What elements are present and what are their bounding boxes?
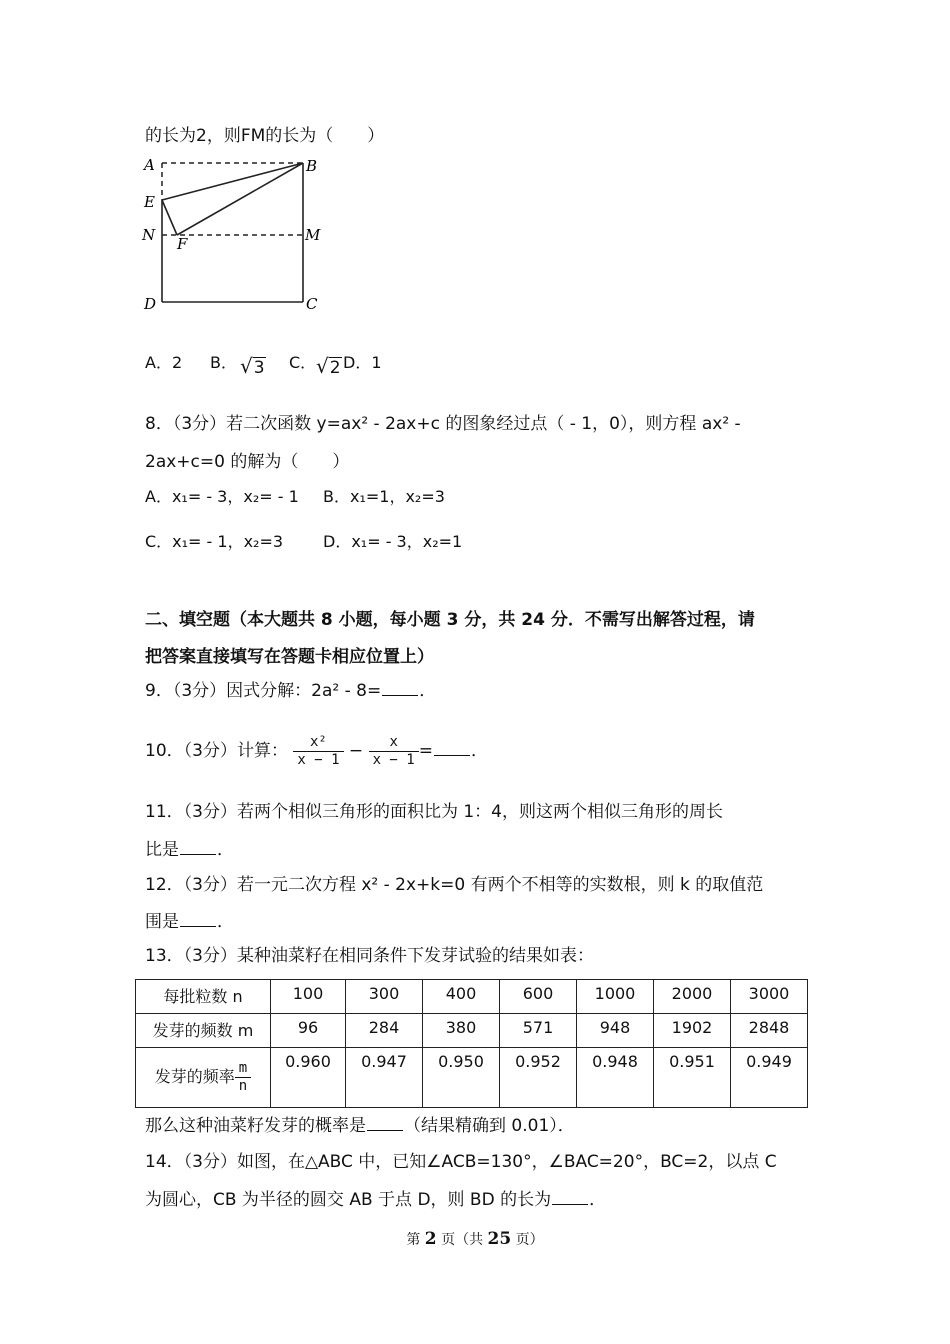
q10-text: 10．（3分）计算： (145, 741, 288, 761)
footer-post: 页） (511, 1232, 544, 1248)
n-cell: 1000 (577, 980, 654, 1014)
q12-line2-text: 围是 (145, 912, 179, 932)
row-label-frequency (136, 1048, 271, 1108)
q10-eq: = (418, 741, 433, 761)
section2-heading-line2: 把答案直接填写在答题卡相应位置上） (145, 647, 434, 667)
label-M: M (305, 226, 321, 244)
q14-line2-text: 为圆心，CB 为半径的圆交 AB 于点 D，则 BD 的长为 (145, 1190, 552, 1210)
q13-after (145, 1114, 575, 1138)
label-C: C (306, 295, 318, 313)
f-cell: 0.960 (271, 1048, 346, 1108)
q9-end: ． (419, 681, 437, 701)
n-cell: 2000 (654, 980, 731, 1014)
f-cell: 0.947 (346, 1048, 423, 1108)
q9-text: 9．（3分）因式分解：2a² ‑ 8= (145, 681, 382, 701)
q13-blank (367, 1116, 403, 1131)
q12-line1: 12．（3分）若一元二次方程 x² ‑ 2x+k=0 有两个不相等的实数根，则 k 的取值范 (145, 875, 764, 895)
page-footer (0, 1229, 950, 1249)
q7-tail: 的长为2，则FM的长为（ ） (145, 126, 385, 146)
n-cell: 400 (423, 980, 500, 1014)
q9 (145, 679, 436, 703)
q12-end: ． (217, 912, 234, 932)
m-cell: 948 (577, 1014, 654, 1048)
m-over-n-fraction (235, 1060, 251, 1095)
q11-blank (180, 840, 216, 855)
n-cell: 600 (500, 980, 577, 1014)
footer-total-pages: 25 (487, 1229, 512, 1249)
q10-end: ． (470, 741, 488, 761)
m-cell: 380 (423, 1014, 500, 1048)
q12-line2 (145, 910, 234, 934)
row-label-m: 发芽的频数 m (136, 1014, 271, 1048)
q7-figure (140, 152, 330, 317)
q10-blank (434, 741, 470, 756)
footer-page-number: 2 (424, 1229, 437, 1249)
section2-heading-line1: 二、填空题（本大题共 8 小题，每小题 3 分，共 24 分．不需写出解答过程，请 (145, 610, 755, 630)
m-cell: 2848 (731, 1014, 808, 1048)
label-A: A (144, 156, 155, 174)
q7-option-c-value: 2 (329, 358, 341, 378)
row-label-frequency-text: 发芽的频率 (154, 1066, 235, 1086)
n-cell: 100 (271, 980, 346, 1014)
q7-option-b: B． (210, 353, 237, 372)
m-cell: 1902 (654, 1014, 731, 1048)
q11-end: ． (217, 840, 234, 860)
q11-line1: 11．（3分）若两个相似三角形的面积比为 1：4，则这两个相似三角形的周长 (145, 802, 723, 822)
f-cell: 0.949 (731, 1048, 808, 1108)
label-E: E (144, 193, 155, 211)
q13-after-end: （结果精确到 0.01）． (404, 1116, 575, 1136)
f-cell: 0.951 (654, 1048, 731, 1108)
q10-fraction-2 (369, 734, 419, 769)
q10-frac2-num: x (389, 733, 398, 750)
n-cell: 300 (346, 980, 423, 1014)
q8-option-b: B．x₁=1，x₂=3 (323, 487, 445, 506)
m-cell: 96 (271, 1014, 346, 1048)
q13-table (135, 979, 808, 1108)
q7-option-c-root: √2 (316, 354, 341, 378)
q10-frac2-den: x − 1 (369, 751, 419, 769)
q10-frac1-den: x − 1 (293, 751, 343, 769)
q11-line2 (145, 838, 234, 862)
q14-line2 (145, 1188, 606, 1212)
q7-option-b-root: √3 (240, 354, 265, 378)
m-cell: 284 (346, 1014, 423, 1048)
q12-blank (180, 912, 216, 927)
table-row-n (136, 980, 808, 1014)
edge-EF (162, 200, 177, 235)
label-N: N (142, 226, 156, 244)
q14-end: ． (589, 1190, 607, 1210)
m-cell: 571 (500, 1014, 577, 1048)
edge-FB (177, 163, 303, 235)
q7-option-c: C． (289, 353, 317, 372)
row-label-n: 每批粒数 n (136, 980, 271, 1014)
f-cell: 0.952 (500, 1048, 577, 1108)
q7-option-a: A．2 (145, 353, 183, 372)
table-row-frequency (136, 1048, 808, 1108)
q7-option-d: D．1 (343, 353, 382, 372)
footer-pre: 第 (406, 1232, 425, 1248)
label-F: F (177, 235, 188, 253)
frac-n: n (235, 1077, 251, 1095)
q13-intro: 13．（3分）某种油菜籽在相同条件下发芽试验的结果如表： (145, 946, 594, 966)
q14-line1: 14．（3分）如图，在△ABC 中，已知∠ACB=130°，∠BAC=20°，BC=2，以点 C (145, 1152, 777, 1172)
q10-fraction-1 (293, 734, 343, 769)
q10-frac1-num: x² (310, 733, 327, 750)
q8-option-a: A．x₁= ‑ 3，x₂= ‑ 1 (145, 487, 299, 506)
q7-option-b-value: 3 (253, 358, 265, 378)
table-row-m (136, 1014, 808, 1048)
edge-EB (162, 163, 303, 200)
q10 (145, 727, 488, 775)
label-D: D (144, 295, 157, 313)
q14-blank (552, 1190, 588, 1205)
q8-line2: 2ax+c=0 的解为（ ） (145, 452, 350, 472)
q8-option-d: D．x₁= ‑ 3，x₂=1 (323, 532, 463, 551)
q8-option-c: C．x₁= ‑ 1，x₂=3 (145, 532, 284, 551)
footer-mid: 页（共 (436, 1232, 488, 1248)
q13-after-text: 那么这种油菜籽发芽的概率是 (145, 1116, 366, 1136)
q10-minus: − (348, 741, 364, 761)
f-cell: 0.948 (577, 1048, 654, 1108)
f-cell: 0.950 (423, 1048, 500, 1108)
q11-line2-text: 比是 (145, 840, 179, 860)
q9-blank (382, 681, 418, 696)
n-cell: 3000 (731, 980, 808, 1014)
q8-line1: 8．（3分）若二次函数 y=ax² ‑ 2ax+c 的图象经过点（ ‑ 1，0），则方程 ax² ‑ (145, 414, 741, 434)
frac-m: m (238, 1059, 248, 1076)
label-B: B (306, 157, 318, 175)
